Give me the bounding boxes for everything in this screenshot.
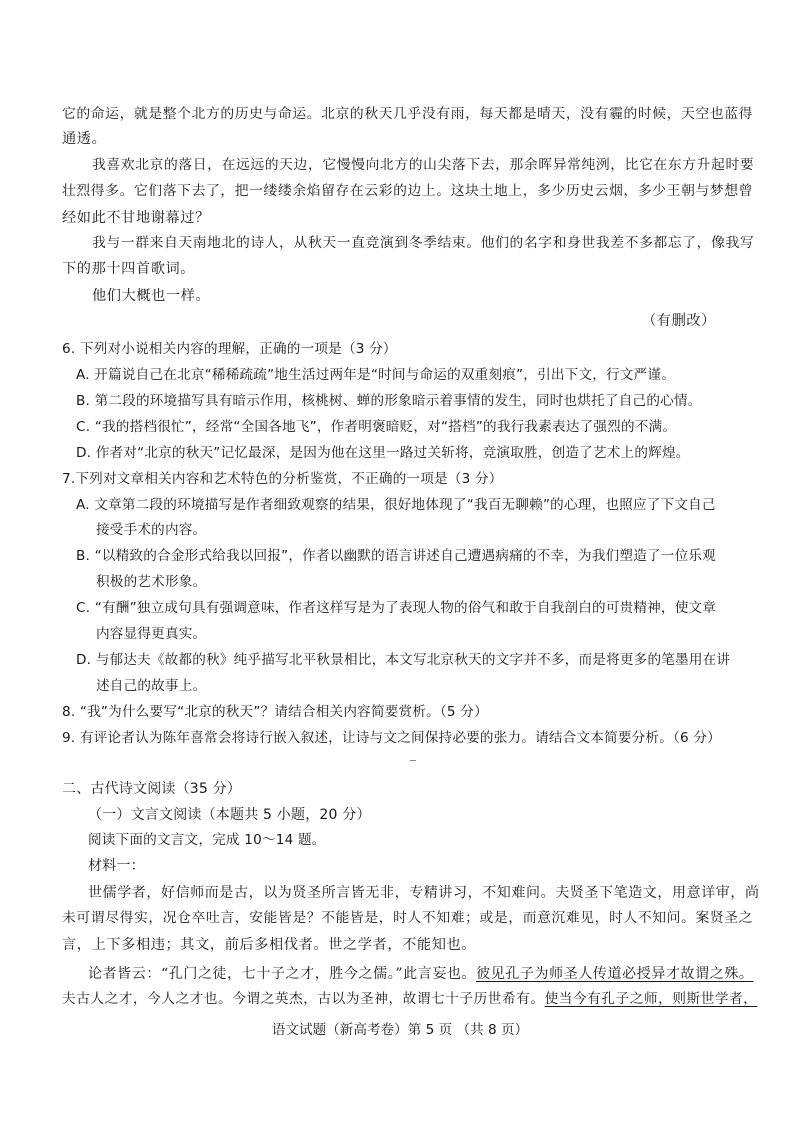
option-7d-cont: 述自己的故事上。 [96,678,207,694]
classical-text-line: 世儒学者，好信师而是古，以为贤圣所言皆无非，专精讲习，不知难问。夫贤圣下笔造文，用意详审，尚 [88,885,760,901]
passage-line: 我喜欢北京的落日，在远远的天边，它慢慢向北方的山尖落下去，那余晖异常纯洌，比它在东方升起时要 [92,157,755,173]
subsection-heading: （一）文言文阅读（本题共 5 小题，20 分） [88,807,371,823]
passage-line: 下的那十四首歌词。 [62,261,196,277]
option-7b: B. “以精致的合金形式给我以回报”，作者以幽默的语言讲述自己遭遇病痛的不幸，为我们塑造了一位乐观 [76,548,716,564]
classical-text-line [88,967,754,981]
option-7c: C. “有酬”独立成句具有强调意味，作者这样写是为了表现人物的俗气和敢于自我剖白的可贵精神，使文章 [76,600,717,616]
option-6a: A. 开篇说自己在北京“稀稀疏疏”地生活过两年是“时间与命运的双重刻痕”，引出下文，行文严谨。 [76,367,676,383]
classical-text-segment: 夫古人之才，今人之才也。今谓之英杰，古以为圣神，故谓七十子历世希有。 [62,991,545,1007]
option-7a-cont: 接受手术的内容。 [96,522,207,538]
classical-text-line [62,993,758,1007]
instruction: 阅读下面的文言文，完成 10～14 题。 [88,832,326,848]
passage-line: 我与一群来自天南地北的诗人，从秋天一直竞演到冬季结束。他们的名字和身世我差不多都忘了，像我写 [92,235,755,251]
section-heading: 二、古代诗文阅读（35 分） [62,781,242,797]
classical-text-line: 言，上下多相违；其文，前后多相伐者。世之学者，不能知也。 [62,937,477,953]
passage-line: 它的命运，就是整个北方的历史与命运。北京的秋天几乎没有雨，每天都是晴天，没有霾的时候，天空也蓝得 [62,106,754,122]
option-6c: C. “我的搭档很忙”，经常“全国各地飞”，作者明褒暗贬，对“搭档”的我行我素表达了强烈的不满。 [76,419,677,435]
classical-text-segment: 论者皆云：“孔门之徒，七十子之才，胜今之儒。”此言妄也。 [88,966,477,982]
passage-line: 他们大概也一样。 [92,288,211,304]
question-9: 9. 有评论者认为陈年喜常会将诗行嵌入叙述，让诗与文之间保持必要的张力。请结合文本简要分析。（6 分） [62,730,721,746]
stray-mark [410,760,416,761]
option-7b-cont: 积极的艺术形象。 [96,574,207,590]
option-7c-cont: 内容显得更真实。 [96,626,207,642]
passage-line: 经如此不甘地谢幕过？ [62,210,210,226]
question-8: 8. “我”为什么要写“北京的秋天”？请结合相关内容简要赏析。（5 分） [62,704,488,720]
option-7a: A. 文章第二段的环境描写是作者细致观察的结果，很好地体现了“我百无聊赖”的心理，也照应了下文自己 [76,497,716,513]
material-label: 材料一： [88,858,145,874]
option-6b: B. 第二段的环境描写具有暗示作用，核桃树、蝉的形象暗示着事情的发生，同时也烘托了自己的心情。 [76,393,702,409]
option-7d: D. 与郁达夫《故都的秋》纯乎描写北平秋景相比，本文写北京秋天的文字并不多，而是将更多的笔墨用在讲 [76,652,731,668]
option-6d: D. 作者对“北京的秋天”记忆最深，是因为他在这里一路过关斩将，竞演取胜，创造了艺术上的辉煌。 [76,445,690,461]
underlined-sentence: 彼见孔子为师圣人传道必授异才故谓之殊。 [476,966,754,982]
page-footer: 语文试题（新高考卷）第 5 页 （共 8 页） [271,1022,529,1038]
source-note: （有删改） [642,313,716,329]
underlined-sentence: 使当今有孔子之师，则斯世学者， [544,991,758,1007]
question-7: 7.下列对文章相关内容和艺术特色的分析鉴赏，不正确的一项是（3 分） [62,471,503,487]
passage-line: 通透。 [62,131,107,147]
question-6: 6. 下列对小说相关内容的理解，正确的一项是（3 分） [62,341,397,357]
classical-text-line: 未可谓尽得实，况仓卒吐言，安能皆是？不能皆是，时人不知难；或是，而意沉难见，时人不知问。案贤圣之 [62,910,754,926]
passage-line: 壮烈得多。它们落下去了，把一缕缕余焰留存在云彩的边上。这块土地上，多少历史云烟，多少王朝与梦想曾 [62,183,754,199]
